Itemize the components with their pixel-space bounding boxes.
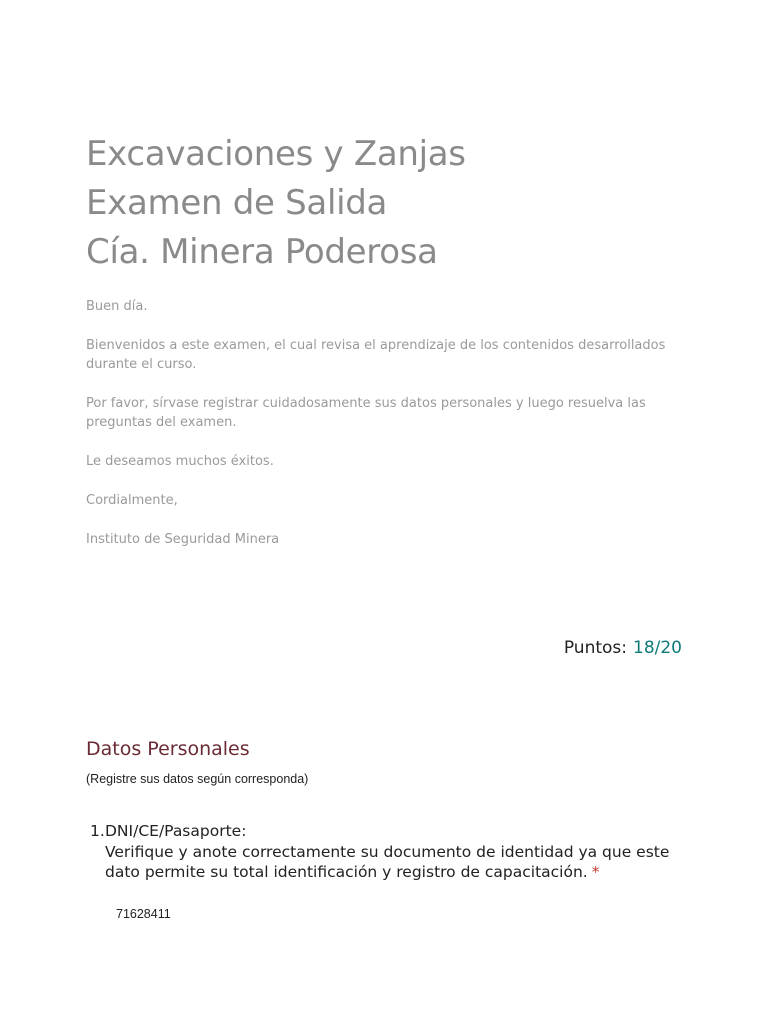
score-value: 18/20 xyxy=(633,638,682,658)
title-line-company: Cía. Minera Poderosa xyxy=(86,232,438,272)
intro-signature: Instituto de Seguridad Minera xyxy=(86,532,280,547)
intro-greeting: Buen día. xyxy=(86,299,148,314)
section-subtitle: (Registre sus datos según corresponda) xyxy=(86,772,309,786)
dni-answer-field[interactable] xyxy=(116,905,316,923)
required-asterisk: * xyxy=(591,863,600,881)
form-description xyxy=(86,297,666,569)
intro-wishes: Le deseamos muchos éxitos. xyxy=(86,454,274,469)
title-line-course: Excavaciones y Zanjas xyxy=(86,134,466,174)
intro-closing: Cordialmente, xyxy=(86,493,178,508)
intro-instructions: Por favor, sírvase registrar cuidadosamente sus datos personales y luego resuelva las preguntas del examen. xyxy=(86,396,646,430)
score-display xyxy=(564,636,682,660)
title-line-exam: Examen de Salida xyxy=(86,183,388,223)
page-title xyxy=(86,130,706,277)
section-title: Datos Personales xyxy=(86,738,250,760)
question-label: DNI/CE/Pasaporte: xyxy=(105,822,247,840)
question-description: Verifique y anote correctamente su documento de identidad ya que este dato permite su total identificación y registro de capacitación. xyxy=(105,842,670,881)
score-label: Puntos: xyxy=(563,638,627,658)
question-number: 1. xyxy=(90,822,105,840)
intro-welcome: Bienvenidos a este examen, el cual revisa el aprendizaje de los contenidos desarrollados durante el curso. xyxy=(86,338,666,372)
question-1 xyxy=(90,821,700,883)
